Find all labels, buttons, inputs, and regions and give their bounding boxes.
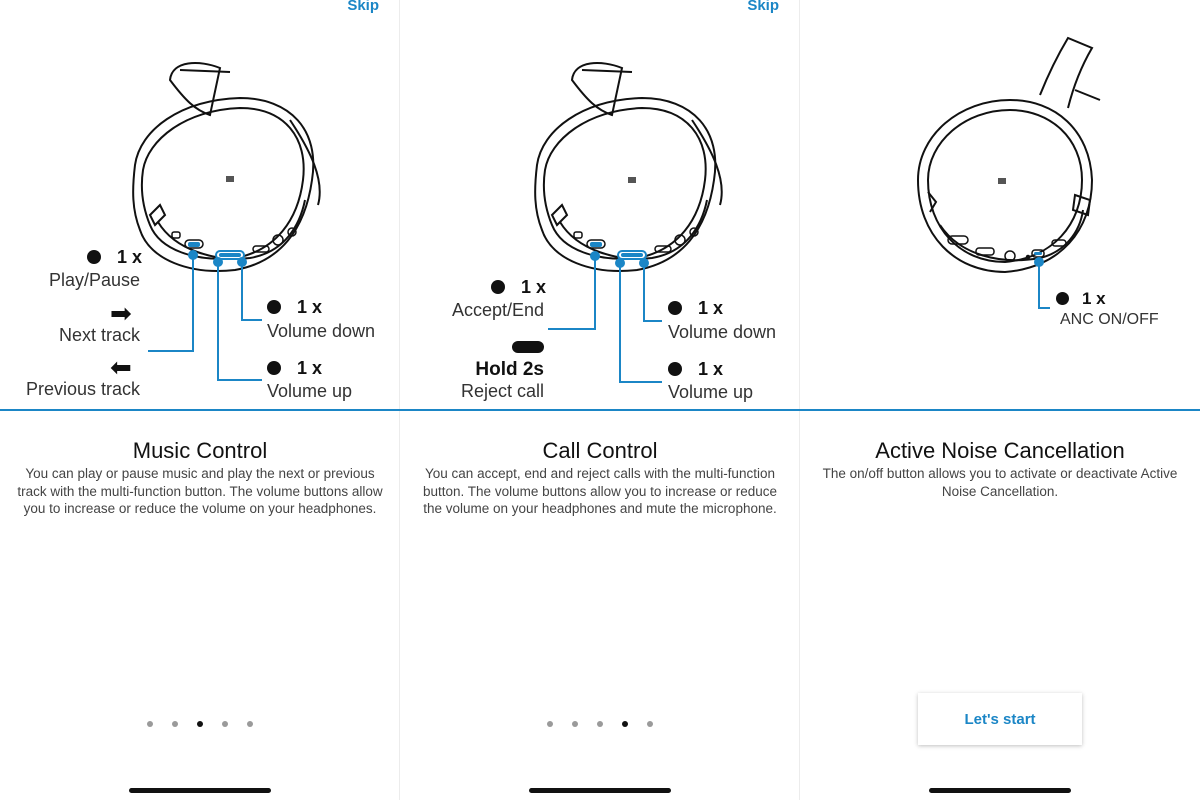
- long-press-icon: [512, 341, 544, 353]
- volume-up-count: 1 x: [267, 359, 322, 377]
- volume-up-label: Volume up: [267, 381, 353, 401]
- page-dot[interactable]: [547, 721, 553, 727]
- headphone-illustration: [400, 0, 800, 410]
- press-dot-icon: [668, 301, 682, 315]
- volume-down-count: 1 x: [668, 299, 723, 317]
- press-dot-icon: [267, 300, 281, 314]
- previous-track-label: Previous track: [25, 379, 140, 399]
- press-dot-icon: [668, 362, 682, 376]
- hold-duration: Hold 2s: [475, 359, 544, 380]
- screen-call-control: [400, 0, 800, 800]
- reject-call-label: Reject call: [460, 381, 544, 401]
- page-dot[interactable]: [572, 721, 578, 727]
- headphone-illustration: [800, 0, 1200, 410]
- screen-anc: [800, 0, 1200, 800]
- volume-up-count: 1 x: [668, 360, 723, 378]
- next-track-label: Next track: [58, 325, 140, 345]
- page-dot-active[interactable]: [622, 721, 628, 727]
- headphone-illustration: [0, 0, 400, 410]
- anc-label: ANC ON/OFF: [1060, 311, 1159, 328]
- press-dot-icon: [267, 361, 281, 375]
- arrow-left-icon: ⬅: [110, 352, 132, 382]
- page-title: Call Control: [542, 438, 658, 463]
- headphone-drawing: [400, 0, 800, 410]
- volume-up-label: Volume up: [668, 382, 754, 402]
- volume-down-label: Volume down: [267, 321, 376, 341]
- home-indicator[interactable]: [529, 788, 671, 793]
- page-dot-active[interactable]: [197, 721, 203, 727]
- page-title: Music Control: [132, 438, 268, 463]
- page-dot[interactable]: [222, 721, 228, 727]
- volume-down-label: Volume down: [668, 322, 777, 342]
- home-indicator[interactable]: [129, 788, 271, 793]
- page-dot[interactable]: [247, 721, 253, 727]
- arrow-right-icon: ➡: [110, 298, 132, 328]
- page-description: You can play or pause music and play the next or previous track with the multi-function button. The volume buttons allow you to increase or reduce the volume on your headphones.: [17, 466, 383, 516]
- accept-count: 1 x: [491, 278, 546, 296]
- home-indicator[interactable]: [929, 788, 1071, 793]
- press-dot-icon: [87, 250, 101, 264]
- section-divider: [0, 409, 1200, 411]
- page-indicator: [0, 721, 400, 727]
- page-title: Active Noise Cancellation: [875, 438, 1125, 463]
- headphone-drawing: [800, 0, 1200, 410]
- volume-down-count: 1 x: [267, 298, 322, 316]
- page-indicator: [400, 721, 800, 727]
- page-description: The on/off button allows you to activate or deactivate Active Noise Cancellation.: [822, 466, 1178, 499]
- page-description: You can accept, end and reject calls with the multi-function button. The volume buttons allow you to increase or reduce the volume on your headphones and mute the microphone.: [423, 466, 777, 516]
- accept-end-label: Accept/End: [451, 300, 544, 320]
- skip-link[interactable]: Skip: [347, 0, 379, 14]
- press-dot-icon: [491, 280, 505, 294]
- page-dot[interactable]: [172, 721, 178, 727]
- screen-music-control: [0, 0, 400, 800]
- skip-link[interactable]: Skip: [747, 0, 779, 14]
- page-dot[interactable]: [647, 721, 653, 727]
- anc-count: 1 x: [1056, 290, 1106, 307]
- press-dot-icon: [1056, 292, 1069, 305]
- play-pause-label: Play/Pause: [48, 270, 140, 290]
- page-dot[interactable]: [597, 721, 603, 727]
- page-dot[interactable]: [147, 721, 153, 727]
- headphone-drawing: [0, 0, 400, 410]
- play-pause-count: 1 x: [87, 248, 142, 266]
- lets-start-button[interactable]: Let's start: [918, 693, 1082, 745]
